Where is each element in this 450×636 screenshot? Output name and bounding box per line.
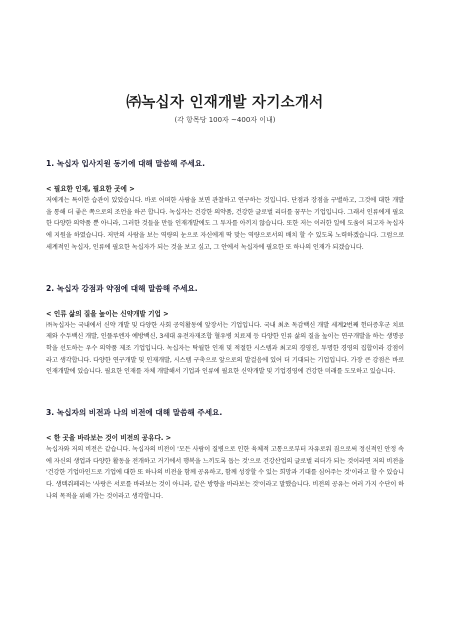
answer-heading-2: < 인류 삶의 질을 높이는 신약개발 기업 > <box>46 309 169 318</box>
answer-heading-3: < 한 곳을 바라보는 것이 비전의 공유다. > <box>46 434 172 443</box>
document-subtitle: (각 항목당 100자 ~400자 이내) <box>174 116 276 124</box>
section-strengths <box>46 284 404 379</box>
section-motivation <box>46 159 404 254</box>
answer-body-2: ㈜녹십자는 국내에서 신약 개발 및 다양한 사회 공익활동에 앞장서는 기업입니다. 국내 최초 독감백신 개발 세계2번째 헌터증후군 치료제와 수두백신 개발, 인플루엔자 예방백신, 3세대 유전자재조합 혈우병 치료제 등 다양한 인류 삶의 질을 높이는 연구개발을 하는 생명공학을 선도하는 우수 의약품 제조 기업입니다. 녹십자는 탁월한 인재 및 적절한 시스템과 최고의 경영진, 투명한 경영의 집합이라 강점이라고 생각합니다. 다양한 연구개발 및 인재개발, 시스템 구축으로 앞으로의 발걸음에 있어 더 기대되는 기업입니다. 가장 큰 강점은 바로 인재개발에 있습니다. 필요한 인재를 자체 개발해서 기업과 인류에 필요한 신약개발 및 기업경영에 건강한 미래를 도모하고 있습니다. <box>46 321 404 376</box>
answer-body-1: 저에게는 특이한 습관이 있었습니다. 바로 어떠한 사람을 보면 관찰하고 연구하는 것입니다. 단점과 장점을 구별하고, 그것에 대한 개발을 통해 더 좋은 쪽으로의 조언을 하곤 합니다. 녹십자는 건강한 의약품, 건강한 글로벌 리더를 꿈꾸는 기업입니다. 그래서 인류에게 필요한 다양한 의약품 뿐 아니라, 그러한 것들을 만들 인재개발에도 그 투자를 아끼지 않습니다. 또한 저는 이러한 일에 도움이 되고자 녹십자에 지원을 하였습니다. 저만의 사람을 보는 역량의 눈으로 자신에게 딱 맞는 역량으로서의 배치 할 수 있도록 노력하겠습니다. 그럼으로 세계적인 녹십자, 인류에 필요한 녹십자가 되는 것을 보고 싶고, 그 안에서 녹십자에 필요한 또 하나의 인재가 되겠습니다. <box>46 197 404 251</box>
question-2: 2. 녹십자 강점과 약점에 대해 말씀해 주세요. <box>46 283 198 293</box>
answer-body-3: 녹십자와 저의 비전은 같습니다. 녹십자의 비전이 '모든 사람이 질병으로 인한 육체적 고통으로부터 자유로워 짐으로써 정신적인 안정 속에 자신의 생업과 다양한 활동을 전개하고 거기에서 행복을 느끼도록 돕는 것'으로 건강산업의 글로벌 리더가 되는 것이라면 저의 비전을 '건강한 기업마인드로 기업에 대한 또 하나의 비전을 함께 공유하고, 함께 성장할 수 있는 희망과 기대를 심어주는 것'이라고 할 수 있습니다. 생텍쥐페리는 '사랑은 서로를 바라보는 것이 아니라, 같은 방향을 바라보는 것'이라고 말했습니다. 비전의 공유는 여러 가지 수단이 하나의 목적을 위해 가는 것이라고 생각합니다. <box>46 446 404 500</box>
question-1: 1. 녹십자 입사지원 동기에 대해 말씀해 주세요. <box>46 159 205 168</box>
section-vision <box>46 408 404 503</box>
answer-heading-1: < 필요한 인재, 필요한 곳에 > <box>46 185 135 193</box>
document-title: ㈜녹십자 인재개발 자기소개서 <box>126 95 324 111</box>
question-3: 3. 녹십자의 비전과 나의 비전에 대해 말씀해 주세요. <box>46 408 223 418</box>
